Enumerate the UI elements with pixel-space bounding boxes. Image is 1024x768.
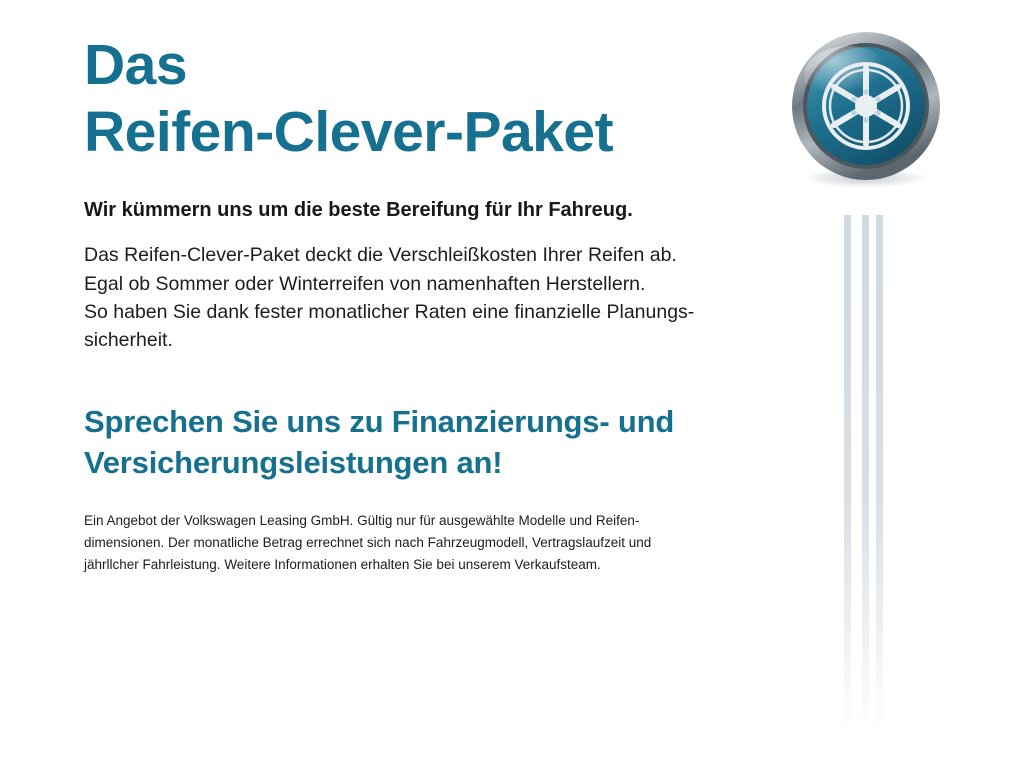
- legal-line-2: dimensionen. Der monatliche Betrag errechnet sich nach Fahrzeugmodell, Vertragslaufzeit und: [84, 535, 652, 551]
- title-line-1: Das: [84, 33, 188, 97]
- vertical-stripes-decoration: [836, 215, 906, 735]
- body-line-4: sicherheit.: [84, 329, 173, 352]
- stripe-1: [844, 215, 851, 735]
- body-line-2: Egal ob Sommer oder Winterreifen von namenhaften Herstellern.: [84, 272, 646, 295]
- stripe-3: [876, 215, 883, 735]
- alloy-wheel-graphic: [786, 28, 946, 188]
- legal-line-1: Ein Angebot der Volkswagen Leasing GmbH. Gültig nur für ausgewählte Modelle und Reifen-: [84, 513, 640, 529]
- cta-line-1: Sprechen Sie uns zu Finanzierungs- und: [84, 404, 675, 440]
- page-title: [84, 32, 744, 165]
- subheadline: Wir kümmern uns um die beste Bereifung für Ihr Fahreug.: [84, 199, 633, 222]
- body-line-3: So haben Sie dank fester monatlicher Raten eine finanzielle Planungs-: [84, 300, 695, 323]
- body-line-1: Das Reifen-Clever-Paket deckt die Verschleißkosten Ihrer Reifen ab.: [84, 244, 677, 267]
- cta-line-2: Versicherungsleistungen an!: [84, 445, 503, 481]
- legal-line-3: jährllcher Fahrleistung. Weitere Informationen erhalten Sie bei unserem Verkaufsteam.: [84, 556, 601, 572]
- call-to-action: [84, 402, 744, 484]
- legal-disclaimer: [84, 510, 699, 576]
- body-copy: [84, 241, 744, 354]
- alloy-wheel-icon: [786, 28, 946, 188]
- title-line-2: Reifen-Clever-Paket: [84, 99, 614, 164]
- content-block: [84, 32, 744, 576]
- stripe-2: [862, 215, 869, 735]
